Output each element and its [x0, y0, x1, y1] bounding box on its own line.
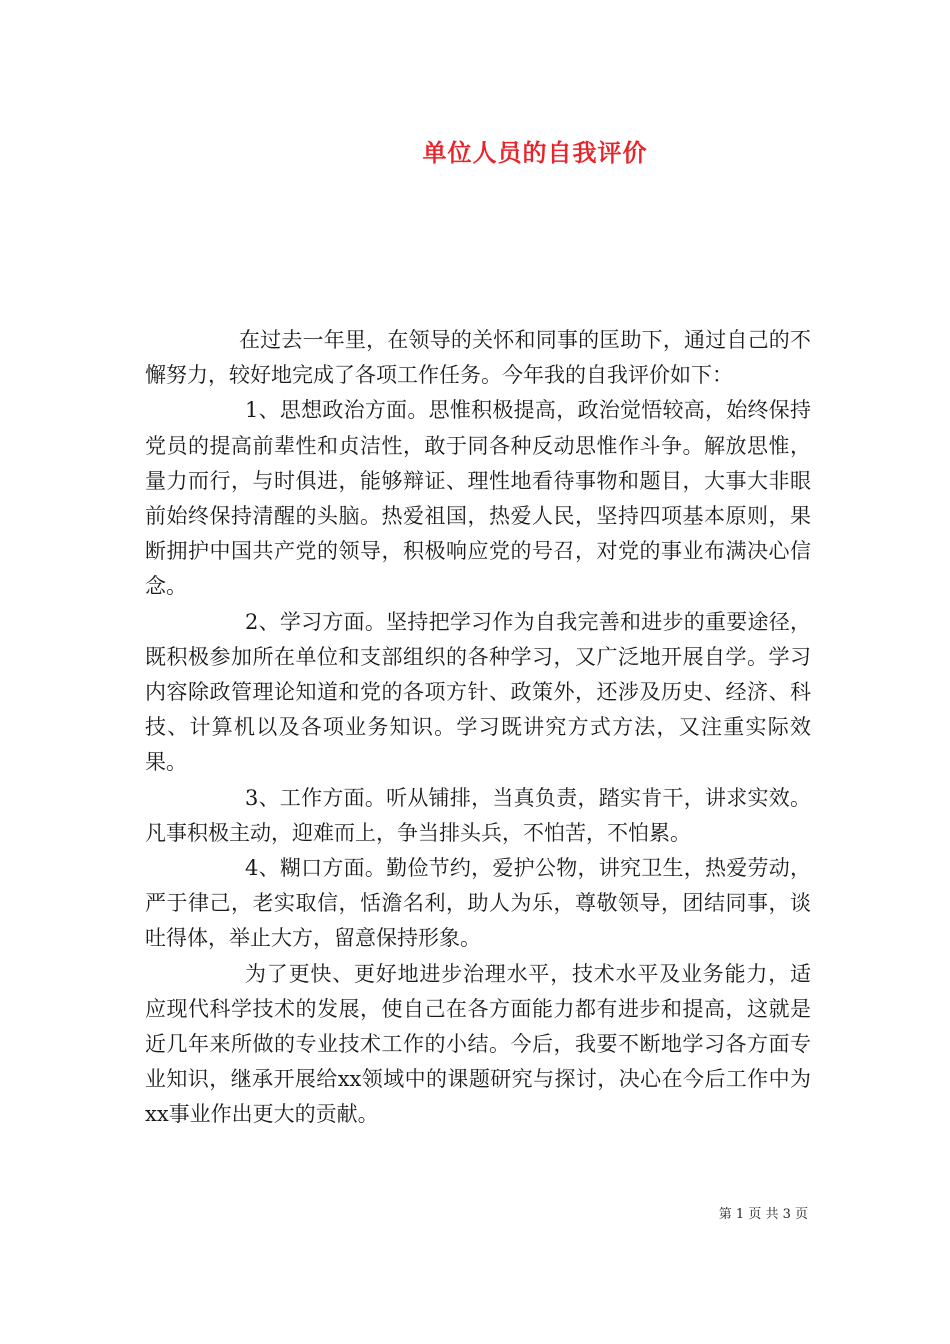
paragraph-life: 4、糊口方面。勤俭节约，爱护公物，讲究卫生，热爱劳动，严于律己，老实取信，恬澹名利，助人为乐，尊敬领导，团结同事，谈吐得体，举止大方，留意保持形象。: [145, 856, 811, 951]
paragraph-study: 2、学习方面。坚持把学习作为自我完善和进步的重要途径，既积极参加所在单位和支部组织的各种学习，又广泛地开展自学。学习内容除政管理论知道和党的各项方针、政策外，还涉及历史、经济、科技、计算机以及各项业务知识。学习既讲究方式方法，又注重实际效果。: [145, 609, 811, 775]
paragraph-intro: 在过去一年里，在领导的关怀和同事的匡助下，通过自己的不懈努力，较好地完成了各项工作任务。今年我的自我评价如下：: [145, 328, 811, 388]
paragraph-work: 3、工作方面。听从铺排，当真负责，踏实肯干，讲求实效。凡事积极主动，迎难而上，争当排头兵，不怕苦，不怕累。: [145, 785, 811, 845]
document-title: 单位人员的自我评价: [422, 138, 648, 167]
document-body: [145, 323, 811, 1133]
paragraph-conclusion: 为了更快、更好地进步治理水平，技术水平及业务能力，适应现代科学技术的发展，使自己在各方面能力都有进步和提高，这就是近几年来所做的专业技术工作的小结。今后，我要不断地学习各方面专业知识，继承开展给xx领域中的课题研究与探讨，决心在今后工作中为xx事业作出更大的贡献。: [145, 961, 811, 1127]
page-number: 第 1 页 共 3 页: [718, 1207, 808, 1222]
paragraph-political: 1、思想政治方面。思惟积极提高，政治觉悟较高，始终保持党员的提高前辈性和贞洁性，敢于同各种反动思惟作斗争。解放思惟，量力而行，与时俱进，能够辩证、理性地看待事物和题目，大事大非眼前始终保持清醒的头脑。热爱祖国，热爱人民，坚持四项基本原则，果断拥护中国共产党的领导，积极响应党的号召，对党的事业布满决心信念。: [145, 398, 811, 599]
